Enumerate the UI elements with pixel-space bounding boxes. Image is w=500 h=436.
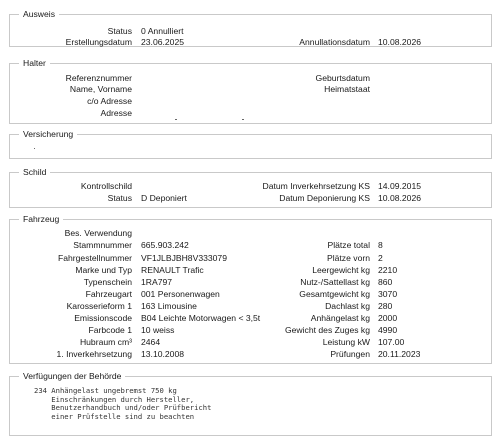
schild-status-label: Status <box>107 193 132 203</box>
verfuegungen-legend: Verfügungen der Behörde <box>19 371 125 382</box>
heimatstaat-label: Heimatstaat <box>324 84 370 94</box>
fahrzeug-field-label: Fahrzeugart <box>85 289 132 299</box>
deponierung-ks-value: 10.08.2026 <box>378 193 422 203</box>
fahrzeug-field-value: 280 <box>378 301 393 311</box>
halter-legend: Halter <box>19 58 50 69</box>
fahrzeug-field-value: 860 <box>378 277 393 287</box>
fahrzeug-field-label: Plätze vorn <box>327 253 370 263</box>
fahrzeug-field-label: Farbcode 1 <box>88 325 132 335</box>
annullationsdatum-value: 10.08.2026 <box>378 37 422 47</box>
fahrzeug-field-value: 665.903.242 <box>141 240 189 250</box>
fahrzeug-field-label: Leergewicht kg <box>312 265 370 275</box>
fahrzeug-field-value: 2210 <box>378 265 398 275</box>
fahrzeug-field-value: 107.00 <box>378 337 405 347</box>
address-separator-mark <box>175 119 177 120</box>
fahrzeug-field-value: 20.11.2023 <box>378 349 421 359</box>
fahrzeug-field-label: Leistung kW <box>322 337 370 347</box>
adresse-label: Adresse <box>100 108 132 118</box>
erstellungsdatum-value: 23.06.2025 <box>141 37 185 47</box>
schild-legend: Schild <box>19 167 50 178</box>
erstellungsdatum-label: Erstellungsdatum <box>65 37 132 47</box>
fahrzeug-field-label: Hubraum cm³ <box>79 337 132 347</box>
fahrzeug-field-value: RENAULT Trafic <box>141 265 204 275</box>
fahrzeug-field-label: Nutz-/Sattellast kg <box>300 277 370 287</box>
fahrzeug-field-value: 10 weiss <box>141 325 175 335</box>
deponierung-ks-label: Datum Deponierung KS <box>279 193 370 203</box>
fahrzeug-field-value: 4990 <box>378 325 398 335</box>
fahrzeug-field-label: Karosserieform 1 <box>66 301 132 311</box>
fahrzeug-field-label: Plätze total <box>327 240 370 250</box>
fahrzeug-field-value: 001 Personenwagen <box>141 289 220 299</box>
fahrzeug-field-value: 8 <box>378 240 383 250</box>
fahrzeug-field-label: Gewicht des Zuges kg <box>284 325 370 335</box>
fahrzeug-field-label: 1. Inverkehrsetzung <box>56 349 132 359</box>
fahrzeug-field-label: Gesamtgewicht kg <box>299 289 370 299</box>
referenznummer-label: Referenznummer <box>65 73 132 83</box>
ausweis-status-value: 0 Annulliert <box>141 26 184 36</box>
fahrzeug-field-value: B04 Leichte Motorwagen < 3,5t <box>141 313 261 323</box>
schild-status-value: D Deponiert <box>141 193 187 203</box>
fahrzeug-field-value: 2 <box>378 253 383 263</box>
fahrzeug-field-value: VF1JLBJBH8V333079 <box>141 253 227 263</box>
versicherung-empty-mark <box>34 148 35 149</box>
verfuegungen-text: 234 Anhängelast ungebremst 750 kg Einschränkungen durch Hersteller, Benutzerhandbuch und/oder Prüfbericht einer Prüfstelle sind zu beachten <box>34 386 212 421</box>
fahrzeug-legend: Fahrzeug <box>19 214 63 225</box>
fahrzeug-field-value: 163 Limousine <box>141 301 197 311</box>
versicherung-section <box>9 129 492 159</box>
inverkehrsetzung-ks-value: 14.09.2015 <box>378 181 422 191</box>
fahrzeug-field-value: 2464 <box>141 337 161 347</box>
fahrzeug-field-label: Emissionscode <box>74 313 132 323</box>
fahrzeug-field-label: Marke und Typ <box>75 265 132 275</box>
address-separator-mark <box>242 119 244 120</box>
fahrzeug-field-label: Prüfungen <box>330 349 370 359</box>
name-vorname-label: Name, Vorname <box>69 84 132 94</box>
fahrzeug-field-label: Fahrgestellnummer <box>57 253 132 263</box>
fahrzeug-field-value: 3070 <box>378 289 398 299</box>
inverkehrsetzung-ks-label: Datum Inverkehrsetzung KS <box>262 181 370 191</box>
fahrzeug-field-value: 2000 <box>378 313 398 323</box>
fahrzeug-field-label: Stammnummer <box>73 240 132 250</box>
co-adresse-label: c/o Adresse <box>87 96 132 106</box>
geburtsdatum-label: Geburtsdatum <box>315 73 370 83</box>
fahrzeug-field-label: Bes. Verwendung <box>64 228 132 238</box>
fahrzeug-field-label: Anhängelast kg <box>310 313 370 323</box>
fahrzeug-field-value: 1RA797 <box>141 277 173 287</box>
fahrzeug-field-value: 13.10.2008 <box>141 349 185 359</box>
annullationsdatum-label: Annullationsdatum <box>299 37 370 47</box>
kontrollschild-label: Kontrollschild <box>80 181 132 191</box>
ausweis-status-label: Status <box>107 26 132 36</box>
versicherung-legend: Versicherung <box>19 129 77 140</box>
fahrzeug-field-label: Dachlast kg <box>325 301 370 311</box>
ausweis-legend: Ausweis <box>19 9 59 20</box>
fahrzeug-field-label: Typenschein <box>83 277 132 287</box>
